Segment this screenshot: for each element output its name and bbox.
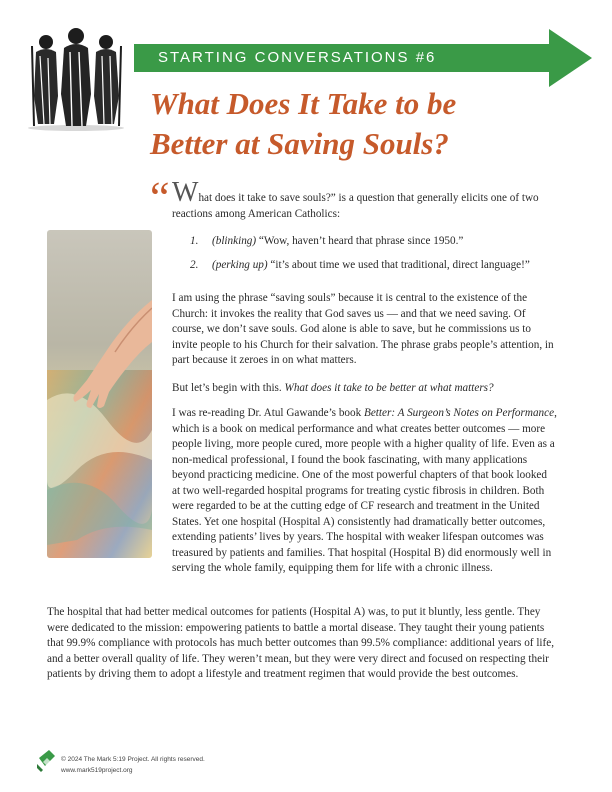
book-title: Better: A Surgeon’s Notes on Performance xyxy=(364,407,555,419)
opening-quote-mark: “ xyxy=(150,173,170,222)
list-item xyxy=(190,258,560,274)
footer-website-link[interactable]: www.mark519project.org xyxy=(61,767,133,774)
reaction-tone: (perking up) xyxy=(212,258,268,271)
title-line-2: Better at Saving Souls? xyxy=(150,126,449,161)
reaction-tone: (blinking) xyxy=(212,235,257,247)
paragraph-saving-souls: I am using the phrase “saving souls” because it is central to the existence of the Church: it invokes the reality that God saves us — and that we need saving. Of course, we don’t save souls. God alone is able to save, but he commissions us to invite people to his Church for their salvation. The phrase grabs people’s attention, in part because it zeroes in on what matters. xyxy=(172,292,554,366)
list-number: 2. xyxy=(190,258,199,271)
reaction-text: “Wow, haven’t heard that phrase since 1950.” xyxy=(256,235,464,247)
paragraph-question xyxy=(172,381,557,397)
mark-519-logo-icon xyxy=(37,748,57,772)
title-line-1: What Does It Take to be xyxy=(150,86,457,121)
paragraph-question-lead: But let’s begin with this. xyxy=(172,382,285,394)
hand-touching-water-photo xyxy=(47,230,152,558)
paragraph-gawande-lead: I was re-reading Dr. Atul Gawande’s book xyxy=(172,407,364,419)
list-number: 1. xyxy=(190,235,199,247)
list-item xyxy=(190,234,560,250)
paragraph-question-italic: What does it take to be better at what matters? xyxy=(284,382,494,394)
reactions-list xyxy=(190,234,560,281)
paragraph-gawande-rest: , which is a book on medical performance and what creates better outcomes — more people living, more people cured, more people with a higher quality of life. Even as a non-medical professional, I found the book fascinating, with many applications beyond practicing medicine. One of the most powerful chapters of that book looked at two well-regarded hospital programs for treating cystic fibrosis in children. Both were regarded to be at the cutting edge of CF research and treatment in the United States. Yet one hospital (Hospital A) consistently had dramatically better outcomes, extending patients’ lives by years. The hospital with weaker lifespan outcomes was treasured by patients and families. That hospital (Hospital B) did enormously well in serving the whole family, equipping them for life with a chronic illness. xyxy=(172,407,557,574)
paragraph-gawande xyxy=(172,406,557,577)
footer-copyright: © 2024 The Mark 5:19 Project. All rights reserved. xyxy=(61,756,205,763)
intro-paragraph xyxy=(172,177,557,222)
page-title xyxy=(150,84,590,164)
intro-text: hat does it take to save souls?” is a question that generally elicits one of two reactions among American Catholics: xyxy=(172,192,539,220)
series-label: STARTING CONVERSATIONS #6 xyxy=(158,49,437,66)
apostles-figures-icon xyxy=(24,24,128,132)
reaction-text: “it’s about time we used that traditional, direct language!” xyxy=(267,258,530,271)
drop-cap: W xyxy=(172,177,199,208)
paragraph-hospital-a: The hospital that had better medical outcomes for patients (Hospital A) was, to put it bluntly, less gentle. They were dedicated to the mission: empowering patients to battle a mortal disease. They taught their young patients that 99.9% compliance with protocols has much better outcomes than 99.5% compliance: additional years of life, and a better overall quality of life. They weren’t mean, but they were very direct and focused on respecting their patients by driving them to adopt a lifestyle and treatment regimen that would provide the best outcomes. xyxy=(47,606,555,680)
